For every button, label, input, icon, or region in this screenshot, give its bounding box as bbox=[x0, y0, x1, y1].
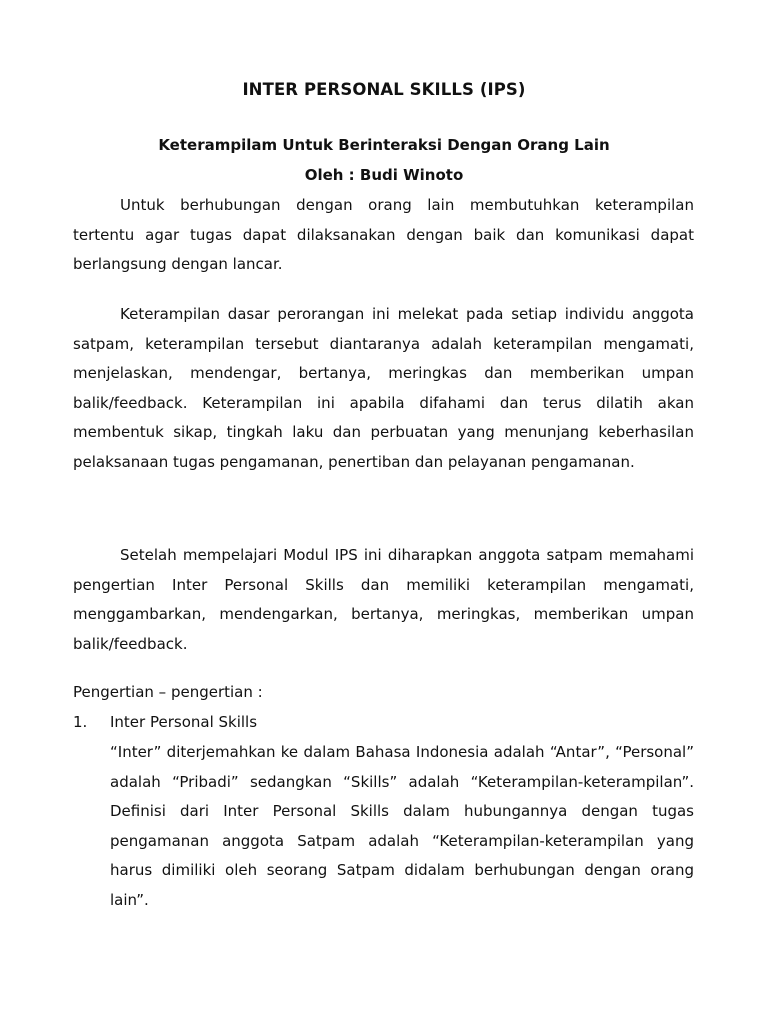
list-item-body: “Inter” diterjemahkan ke dalam Bahasa Indonesia adalah “Antar”, “Personal” adalah “Pribadi” sedangkan “Skills” adalah “Keterampilan-keterampilan”. Definisi dari Inter Personal Skills dalam hubungannya dengan tugas pengamanan anggota Satpam adalah “Keterampilan-keterampilan yang harus dimiliki oleh seorang Satpam didalam berhubungan dengan orang lain”. bbox=[110, 743, 694, 909]
section-heading: Pengertian – pengertian : bbox=[73, 683, 263, 701]
document-title: INTER PERSONAL SKILLS (IPS) bbox=[242, 80, 526, 99]
paragraph-objective: Setelah mempelajari Modul IPS ini diharapkan anggota satpam memahami pengertian Inter Personal Skills dan memiliki keterampilan mengamati, menggambarkan, mendengarkan, bertanya, meringkas, memberikan umpan balik/feedback. bbox=[73, 546, 694, 653]
paragraph-skills: Keterampilan dasar perorangan ini melekat pada setiap individu anggota satpam, keterampilan tersebut diantaranya adalah keterampilan mengamati, menjelaskan, mendengar, bertanya, meringkas dan memberikan umpan balik/feedback. Keterampilan ini apabila difahami dan terus dilatih akan membentuk sikap, tingkah laku dan perbuatan yang menunjang keberhasilan pelaksanaan tugas pengamanan, penertiban dan pelayanan pengamanan. bbox=[73, 305, 694, 471]
list-item-title: Inter Personal Skills bbox=[110, 713, 258, 731]
document-subtitle: Keterampilam Untuk Berinteraksi Dengan Orang Lain bbox=[158, 136, 610, 154]
paragraph-intro: Untuk berhubungan dengan orang lain membutuhkan keterampilan tertentu agar tugas dapat dilaksanakan dengan baik dan komunikasi dapat berlangsung dengan lancar. bbox=[73, 196, 694, 274]
author-line: Oleh : Budi Winoto bbox=[304, 166, 464, 184]
list-item-number: 1. bbox=[73, 713, 88, 731]
